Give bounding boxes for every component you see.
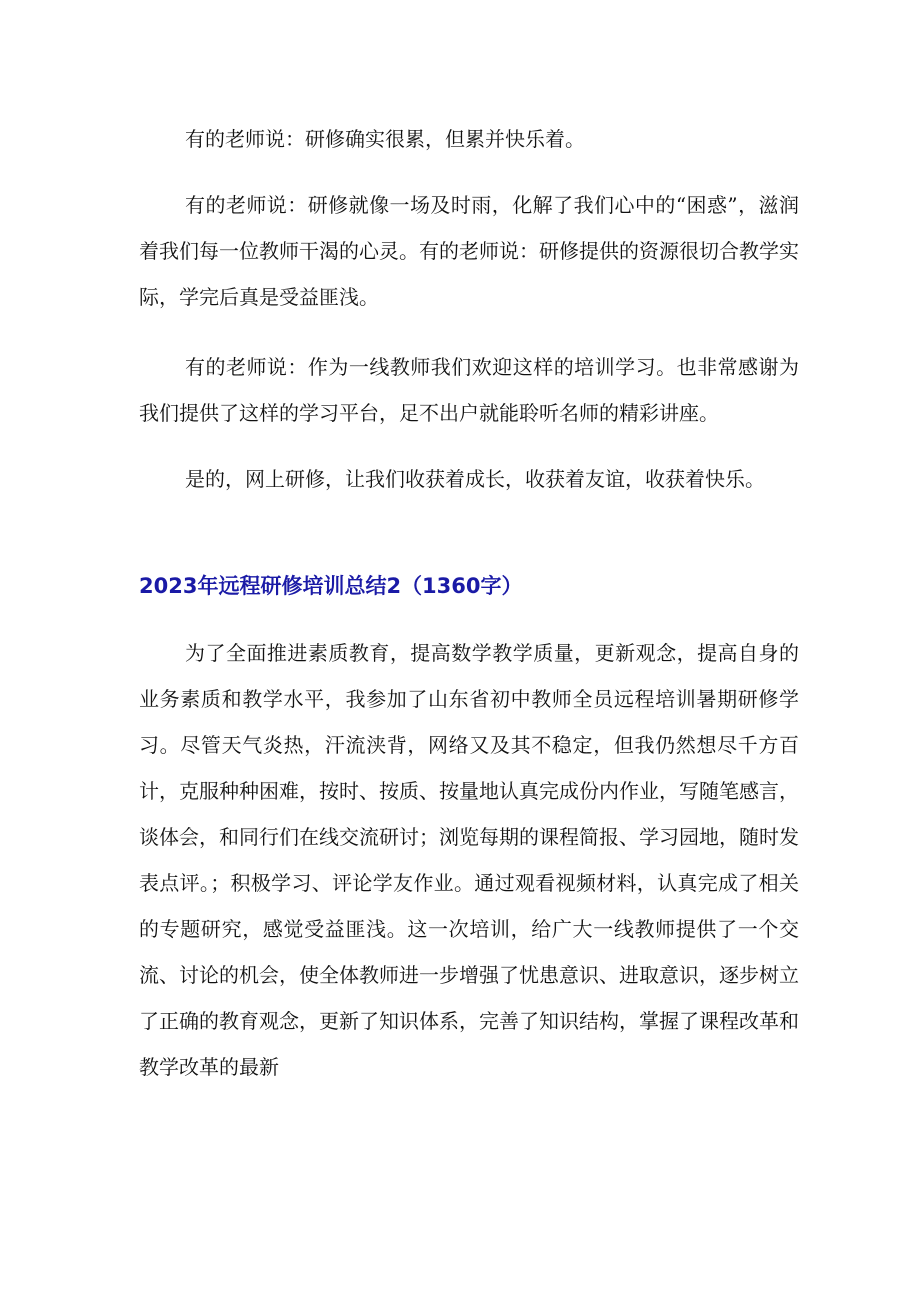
paragraph-summary-body: 为了全面推进素质教育，提高数学教学质量，更新观念，提高自身的业务素质和教学水平，我参加了山东省初中教师全员远程培训暑期研修学习。尽管天气炎热，汗流浃背，网络又及其不稳定，但我仍然想尽千方百计，克服种种困难，按时、按质、按量地认真完成份内作业，写随笔感言，谈体会，和同行们在线交流研讨；浏览每期的课程简报、学习园地，随时发表点评。；积极学习、评论学友作业。通过观看视频材料，认真完成了相关的专题研究，感觉受益匪浅。这一次培训，给广大一线教师提供了一个交流、讨论的机会，使全体教师进一步增强了忧患意识、进取意识，逐步树立了正确的教育观念，更新了知识体系，完善了知识结构，掌握了课程改革和教学改革的最新 — [139, 641, 799, 1079]
paragraph-teacher-comment-1: 有的老师说：研修确实很累，但累并快乐着。 — [185, 127, 585, 151]
paragraph-teacher-comment-3: 有的老师说：作为一线教师我们欢迎这样的培训学习。也非常感谢为我们提供了这样的学习平台，足不出户就能聆听名师的精彩讲座。 — [139, 355, 799, 425]
section-heading: 2023年远程研修培训总结2（1360字） — [139, 574, 523, 598]
paragraph-conclusion: 是的，网上研修，让我们收获着成长，收获着友谊，收获着快乐。 — [185, 467, 765, 491]
paragraph-teacher-comment-2: 有的老师说：研修就像一场及时雨，化解了我们心中的“困惑”，滋润着我们每一位教师干渴的心灵。有的老师说：研修提供的资源很切合教学实际，学完后真是受益匪浅。 — [139, 193, 799, 309]
